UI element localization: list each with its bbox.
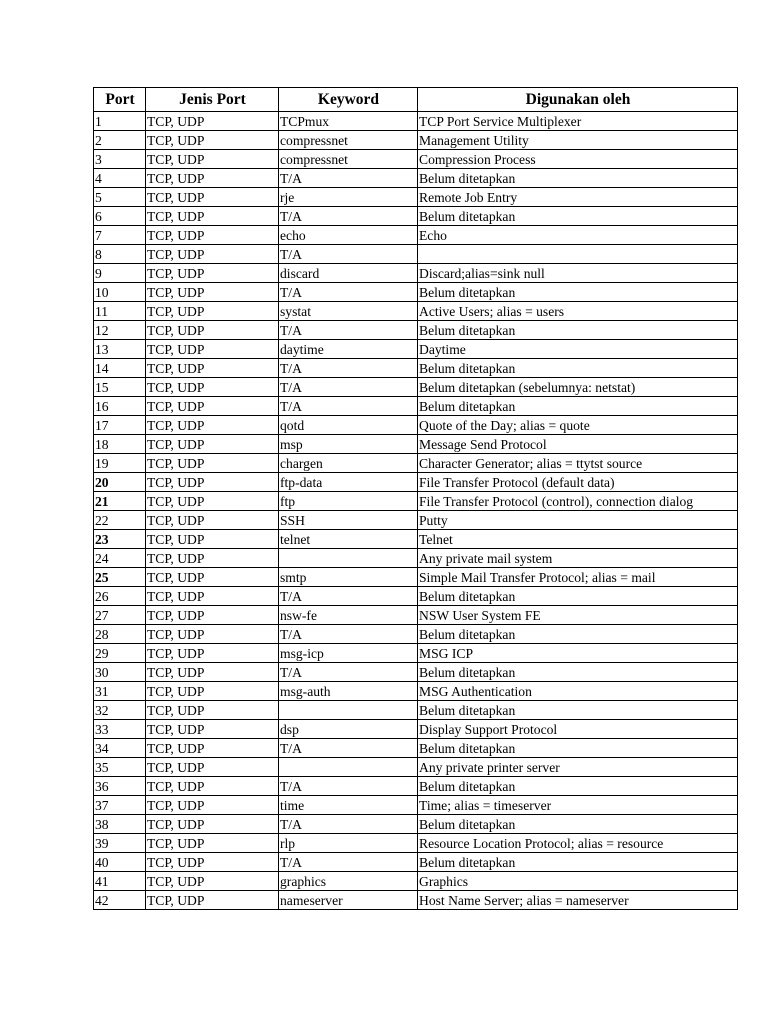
table-row — [94, 207, 738, 226]
table-row — [94, 568, 738, 587]
cell-digunakan-oleh: Belum ditetapkan — [418, 283, 738, 302]
cell-keyword: T/A — [279, 359, 418, 378]
cell-jenis-port: TCP, UDP — [146, 416, 279, 435]
cell-port: 19 — [94, 454, 146, 473]
cell-port: 39 — [94, 834, 146, 853]
table-row — [94, 891, 738, 910]
cell-digunakan-oleh: Character Generator; alias = ttytst source — [418, 454, 738, 473]
cell-keyword: systat — [279, 302, 418, 321]
cell-digunakan-oleh: Resource Location Protocol; alias = resource — [418, 834, 738, 853]
cell-digunakan-oleh: Telnet — [418, 530, 738, 549]
table-row — [94, 169, 738, 188]
cell-keyword: rlp — [279, 834, 418, 853]
cell-digunakan-oleh: Belum ditetapkan — [418, 853, 738, 872]
cell-jenis-port: TCP, UDP — [146, 796, 279, 815]
cell-digunakan-oleh: Belum ditetapkan — [418, 815, 738, 834]
cell-keyword — [279, 549, 418, 568]
table-row — [94, 397, 738, 416]
cell-digunakan-oleh: Belum ditetapkan — [418, 397, 738, 416]
cell-port: 29 — [94, 644, 146, 663]
cell-jenis-port: TCP, UDP — [146, 340, 279, 359]
cell-digunakan-oleh: Belum ditetapkan — [418, 321, 738, 340]
cell-keyword: T/A — [279, 739, 418, 758]
cell-digunakan-oleh: Time; alias = timeserver — [418, 796, 738, 815]
cell-digunakan-oleh: Discard;alias=sink null — [418, 264, 738, 283]
cell-digunakan-oleh: MSG Authentication — [418, 682, 738, 701]
table-row — [94, 150, 738, 169]
table-row — [94, 321, 738, 340]
table-row — [94, 264, 738, 283]
cell-port: 27 — [94, 606, 146, 625]
cell-keyword: T/A — [279, 169, 418, 188]
cell-port: 12 — [94, 321, 146, 340]
cell-keyword: T/A — [279, 245, 418, 264]
cell-digunakan-oleh: Belum ditetapkan — [418, 587, 738, 606]
cell-digunakan-oleh: Display Support Protocol — [418, 720, 738, 739]
table-row — [94, 378, 738, 397]
cell-keyword: daytime — [279, 340, 418, 359]
cell-digunakan-oleh: Belum ditetapkan — [418, 701, 738, 720]
cell-jenis-port: TCP, UDP — [146, 169, 279, 188]
header-digunakan-oleh: Digunakan oleh — [418, 88, 738, 112]
cell-jenis-port: TCP, UDP — [146, 549, 279, 568]
cell-keyword — [279, 758, 418, 777]
cell-jenis-port: TCP, UDP — [146, 701, 279, 720]
cell-digunakan-oleh: Remote Job Entry — [418, 188, 738, 207]
cell-keyword: telnet — [279, 530, 418, 549]
table-row — [94, 796, 738, 815]
cell-port: 42 — [94, 891, 146, 910]
cell-keyword: T/A — [279, 853, 418, 872]
table-row — [94, 872, 738, 891]
cell-keyword: T/A — [279, 625, 418, 644]
cell-digunakan-oleh: Simple Mail Transfer Protocol; alias = mail — [418, 568, 738, 587]
cell-keyword: T/A — [279, 378, 418, 397]
table-row — [94, 473, 738, 492]
cell-jenis-port: TCP, UDP — [146, 625, 279, 644]
cell-port: 24 — [94, 549, 146, 568]
cell-keyword: ftp-data — [279, 473, 418, 492]
header-jenis-port: Jenis Port — [146, 88, 279, 112]
table-row — [94, 112, 738, 131]
cell-digunakan-oleh: Active Users; alias = users — [418, 302, 738, 321]
cell-port: 7 — [94, 226, 146, 245]
table-row — [94, 492, 738, 511]
cell-port: 6 — [94, 207, 146, 226]
cell-port: 10 — [94, 283, 146, 302]
cell-port: 14 — [94, 359, 146, 378]
table-row — [94, 853, 738, 872]
table-row — [94, 416, 738, 435]
cell-port: 15 — [94, 378, 146, 397]
cell-port: 20 — [94, 473, 146, 492]
cell-port: 23 — [94, 530, 146, 549]
cell-port: 11 — [94, 302, 146, 321]
port-table — [93, 87, 738, 910]
cell-port: 9 — [94, 264, 146, 283]
cell-port: 8 — [94, 245, 146, 264]
cell-jenis-port: TCP, UDP — [146, 112, 279, 131]
cell-digunakan-oleh: Daytime — [418, 340, 738, 359]
cell-jenis-port: TCP, UDP — [146, 568, 279, 587]
cell-port: 34 — [94, 739, 146, 758]
cell-jenis-port: TCP, UDP — [146, 511, 279, 530]
cell-jenis-port: TCP, UDP — [146, 891, 279, 910]
cell-keyword: qotd — [279, 416, 418, 435]
cell-port: 26 — [94, 587, 146, 606]
cell-keyword: T/A — [279, 283, 418, 302]
cell-jenis-port: TCP, UDP — [146, 188, 279, 207]
table-row — [94, 587, 738, 606]
cell-jenis-port: TCP, UDP — [146, 264, 279, 283]
cell-port: 1 — [94, 112, 146, 131]
table-row — [94, 435, 738, 454]
cell-digunakan-oleh: NSW User System FE — [418, 606, 738, 625]
cell-jenis-port: TCP, UDP — [146, 834, 279, 853]
table-row — [94, 530, 738, 549]
table-row — [94, 663, 738, 682]
table-row — [94, 549, 738, 568]
cell-keyword: T/A — [279, 815, 418, 834]
cell-jenis-port: TCP, UDP — [146, 682, 279, 701]
table-row — [94, 131, 738, 150]
table-row — [94, 302, 738, 321]
cell-digunakan-oleh: Belum ditetapkan — [418, 207, 738, 226]
cell-digunakan-oleh: Belum ditetapkan — [418, 663, 738, 682]
cell-jenis-port: TCP, UDP — [146, 131, 279, 150]
cell-digunakan-oleh: Any private mail system — [418, 549, 738, 568]
table-row — [94, 359, 738, 378]
cell-keyword: echo — [279, 226, 418, 245]
cell-digunakan-oleh: Compression Process — [418, 150, 738, 169]
cell-port: 35 — [94, 758, 146, 777]
cell-port: 17 — [94, 416, 146, 435]
cell-keyword: T/A — [279, 397, 418, 416]
cell-jenis-port: TCP, UDP — [146, 492, 279, 511]
cell-jenis-port: TCP, UDP — [146, 853, 279, 872]
cell-port: 13 — [94, 340, 146, 359]
cell-digunakan-oleh: Quote of the Day; alias = quote — [418, 416, 738, 435]
cell-digunakan-oleh: Belum ditetapkan (sebelumnya: netstat) — [418, 378, 738, 397]
cell-port: 16 — [94, 397, 146, 416]
cell-port: 36 — [94, 777, 146, 796]
cell-port: 40 — [94, 853, 146, 872]
header-port: Port — [94, 88, 146, 112]
cell-keyword: compressnet — [279, 150, 418, 169]
table-row — [94, 758, 738, 777]
cell-keyword: msg-icp — [279, 644, 418, 663]
cell-keyword: T/A — [279, 777, 418, 796]
cell-keyword: T/A — [279, 587, 418, 606]
cell-keyword: T/A — [279, 207, 418, 226]
cell-jenis-port: TCP, UDP — [146, 720, 279, 739]
cell-jenis-port: TCP, UDP — [146, 302, 279, 321]
cell-digunakan-oleh: MSG ICP — [418, 644, 738, 663]
cell-keyword: SSH — [279, 511, 418, 530]
cell-digunakan-oleh: Management Utility — [418, 131, 738, 150]
cell-jenis-port: TCP, UDP — [146, 530, 279, 549]
cell-jenis-port: TCP, UDP — [146, 815, 279, 834]
cell-keyword: ftp — [279, 492, 418, 511]
table-row — [94, 606, 738, 625]
cell-digunakan-oleh: Host Name Server; alias = nameserver — [418, 891, 738, 910]
cell-jenis-port: TCP, UDP — [146, 663, 279, 682]
cell-digunakan-oleh: Belum ditetapkan — [418, 739, 738, 758]
cell-jenis-port: TCP, UDP — [146, 587, 279, 606]
table-row — [94, 625, 738, 644]
table-row — [94, 340, 738, 359]
table-row — [94, 815, 738, 834]
table-row — [94, 739, 738, 758]
cell-port: 3 — [94, 150, 146, 169]
cell-digunakan-oleh: File Transfer Protocol (control), connection dialog — [418, 492, 738, 511]
table-row — [94, 188, 738, 207]
cell-port: 37 — [94, 796, 146, 815]
cell-digunakan-oleh: Putty — [418, 511, 738, 530]
cell-digunakan-oleh: File Transfer Protocol (default data) — [418, 473, 738, 492]
cell-keyword: compressnet — [279, 131, 418, 150]
cell-digunakan-oleh: TCP Port Service Multiplexer — [418, 112, 738, 131]
cell-digunakan-oleh: Belum ditetapkan — [418, 359, 738, 378]
cell-jenis-port: TCP, UDP — [146, 739, 279, 758]
cell-keyword: T/A — [279, 321, 418, 340]
cell-keyword: msg-auth — [279, 682, 418, 701]
cell-keyword: graphics — [279, 872, 418, 891]
table-row — [94, 644, 738, 663]
table-row — [94, 245, 738, 264]
cell-keyword: T/A — [279, 663, 418, 682]
cell-port: 28 — [94, 625, 146, 644]
cell-digunakan-oleh: Any private printer server — [418, 758, 738, 777]
cell-port: 2 — [94, 131, 146, 150]
cell-jenis-port: TCP, UDP — [146, 150, 279, 169]
cell-jenis-port: TCP, UDP — [146, 435, 279, 454]
cell-keyword: dsp — [279, 720, 418, 739]
cell-jenis-port: TCP, UDP — [146, 397, 279, 416]
cell-port: 33 — [94, 720, 146, 739]
cell-jenis-port: TCP, UDP — [146, 758, 279, 777]
header-keyword: Keyword — [279, 88, 418, 112]
table-row — [94, 834, 738, 853]
cell-jenis-port: TCP, UDP — [146, 378, 279, 397]
table-row — [94, 511, 738, 530]
cell-digunakan-oleh: Message Send Protocol — [418, 435, 738, 454]
cell-port: 25 — [94, 568, 146, 587]
cell-keyword: msp — [279, 435, 418, 454]
cell-jenis-port: TCP, UDP — [146, 207, 279, 226]
cell-port: 4 — [94, 169, 146, 188]
table-row — [94, 283, 738, 302]
cell-port: 41 — [94, 872, 146, 891]
cell-jenis-port: TCP, UDP — [146, 644, 279, 663]
cell-port: 18 — [94, 435, 146, 454]
cell-keyword: rje — [279, 188, 418, 207]
cell-port: 5 — [94, 188, 146, 207]
cell-jenis-port: TCP, UDP — [146, 226, 279, 245]
cell-port: 21 — [94, 492, 146, 511]
cell-jenis-port: TCP, UDP — [146, 321, 279, 340]
cell-keyword: smtp — [279, 568, 418, 587]
cell-keyword: time — [279, 796, 418, 815]
cell-keyword: TCPmux — [279, 112, 418, 131]
cell-digunakan-oleh: Echo — [418, 226, 738, 245]
table-row — [94, 701, 738, 720]
cell-port: 30 — [94, 663, 146, 682]
cell-keyword — [279, 701, 418, 720]
cell-digunakan-oleh: Graphics — [418, 872, 738, 891]
cell-jenis-port: TCP, UDP — [146, 872, 279, 891]
cell-keyword: chargen — [279, 454, 418, 473]
table-row — [94, 682, 738, 701]
cell-port: 32 — [94, 701, 146, 720]
table-row — [94, 454, 738, 473]
cell-jenis-port: TCP, UDP — [146, 454, 279, 473]
cell-port: 31 — [94, 682, 146, 701]
table-body — [94, 112, 738, 910]
cell-digunakan-oleh: Belum ditetapkan — [418, 777, 738, 796]
cell-jenis-port: TCP, UDP — [146, 283, 279, 302]
table-row — [94, 226, 738, 245]
cell-digunakan-oleh — [418, 245, 738, 264]
cell-keyword: nsw-fe — [279, 606, 418, 625]
cell-port: 22 — [94, 511, 146, 530]
cell-keyword: discard — [279, 264, 418, 283]
cell-jenis-port: TCP, UDP — [146, 777, 279, 796]
cell-digunakan-oleh: Belum ditetapkan — [418, 169, 738, 188]
cell-jenis-port: TCP, UDP — [146, 606, 279, 625]
cell-jenis-port: TCP, UDP — [146, 359, 279, 378]
cell-port: 38 — [94, 815, 146, 834]
cell-digunakan-oleh: Belum ditetapkan — [418, 625, 738, 644]
cell-keyword: nameserver — [279, 891, 418, 910]
cell-jenis-port: TCP, UDP — [146, 245, 279, 264]
table-row — [94, 777, 738, 796]
header-row — [94, 88, 738, 112]
table-row — [94, 720, 738, 739]
cell-jenis-port: TCP, UDP — [146, 473, 279, 492]
